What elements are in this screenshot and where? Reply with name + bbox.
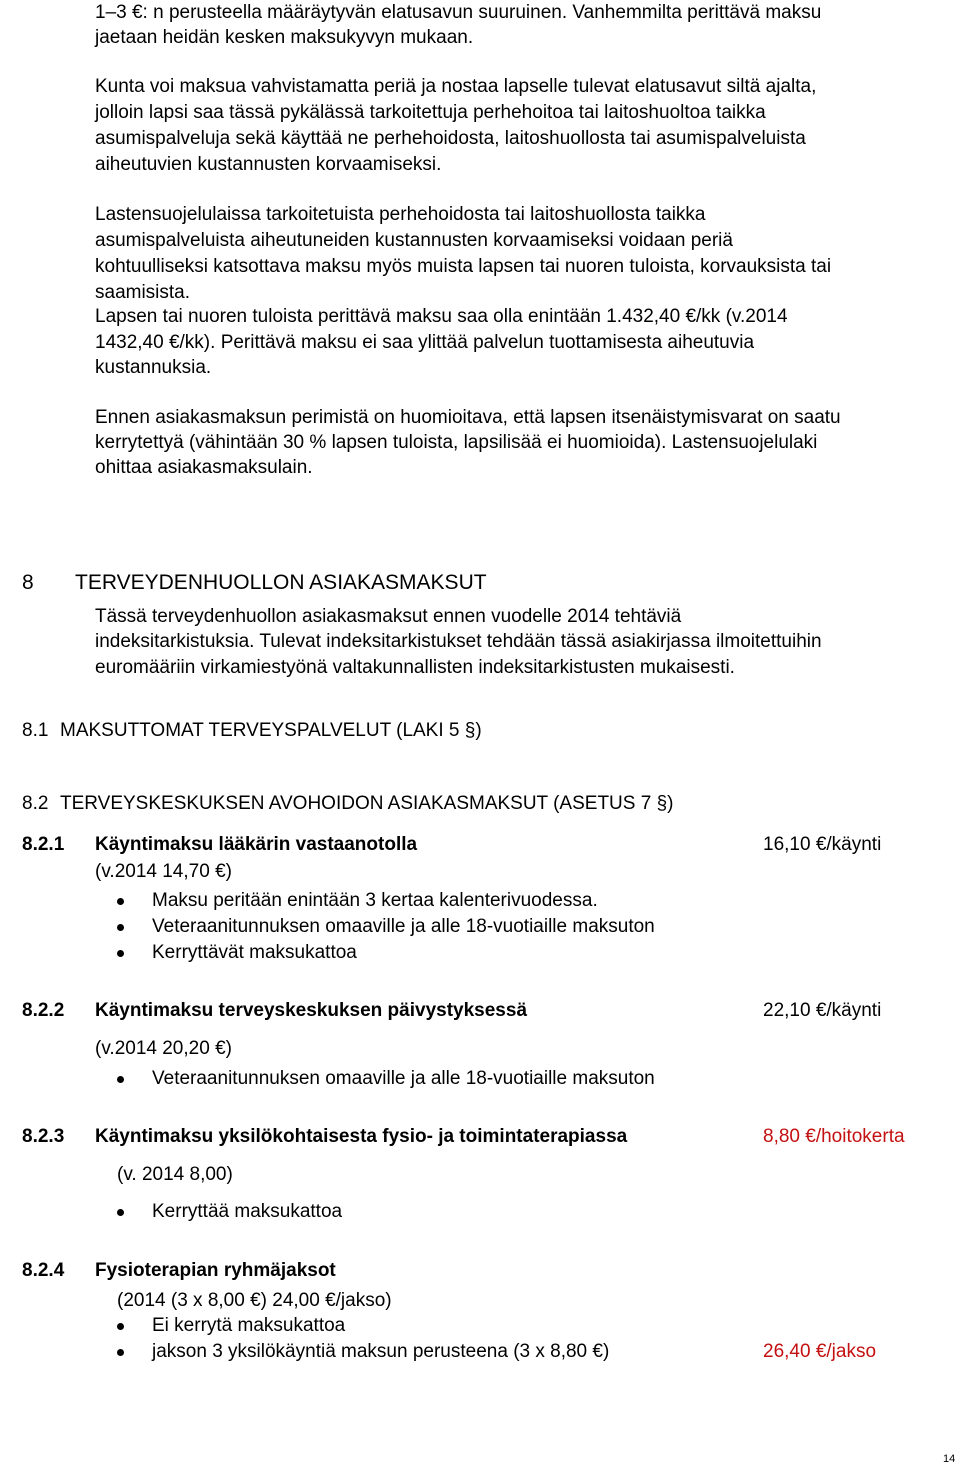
section-8-title: TERVEYDENHUOLLON ASIAKASMAKSUT (75, 571, 487, 594)
paragraph-line: Kunta voi maksua vahvistamatta periä ja nostaa lapselle tulevat elatusavut siltä ajalta, (95, 76, 817, 97)
item-8-2-3-title: Käyntimaksu yksilökohtaisesta fysio- ja toimintaterapiassa (95, 1126, 628, 1147)
paragraph-line: asumispalveluista aiheutuneiden kustannusten korvaamiseksi voidaan periä (95, 230, 733, 251)
item-8-2-1-previous-price: (v.2014 14,70 €) (95, 861, 232, 882)
bullet-text: Maksu peritään enintään 3 kertaa kalenterivuodessa. (152, 890, 598, 911)
bullet-text: Kerryttää maksukattoa (152, 1201, 343, 1222)
item-8-2-4-number: 8.2.4 (22, 1260, 65, 1281)
bullet-text: Veteraanitunnuksen omaaville ja alle 18-vuotiaille maksuton (152, 1068, 655, 1089)
item-8-2-3-price: 8,80 €/hoitokerta (763, 1126, 905, 1147)
section-8-1-number: 8.1 (22, 720, 49, 741)
bullet-text: Kerryttävät maksukattoa (152, 942, 357, 963)
bullet-icon (117, 950, 124, 957)
paragraph-line: kustannuksia. (95, 357, 212, 378)
item-8-2-4-previous-price: (2014 (3 x 8,00 €) 24,00 €/jakso) (117, 1290, 392, 1311)
paragraph-line: Ennen asiakasmaksun perimistä on huomioitava, että lapsen itsenäistymisvarat on saatu (95, 407, 841, 428)
item-8-2-1-number: 8.2.1 (22, 834, 65, 855)
bullet-icon (117, 1209, 124, 1216)
bullet-icon (117, 1076, 124, 1083)
paragraph-line: 1432,40 €/kk). Perittävä maksu ei saa ylittää palvelun tuottamisesta aiheutuvia (95, 332, 755, 353)
bullet-text: Ei kerrytä maksukattoa (152, 1315, 346, 1336)
section-8-2-title: TERVEYSKESKUKSEN AVOHOIDON ASIAKASMAKSUT (ASETUS 7 §) (60, 793, 674, 814)
item-8-2-1-price: 16,10 €/käynti (763, 834, 882, 855)
bullet-text: Veteraanitunnuksen omaaville ja alle 18-vuotiaille maksuton (152, 916, 655, 937)
page-number: 14 (943, 1453, 956, 1465)
paragraph-line: jaetaan heidän kesken maksukyvyn mukaan. (95, 27, 474, 48)
section-8-2-number: 8.2 (22, 793, 49, 814)
paragraph-line: Lapsen tai nuoren tuloista perittävä maksu saa olla enintään 1.432,40 €/kk (v.2014 (95, 306, 788, 327)
paragraph-line: saamisista. (95, 282, 191, 303)
paragraph-line: aiheutuvien kustannusten korvaamiseksi. (95, 154, 442, 175)
item-8-2-3-previous-price: (v. 2014 8,00) (117, 1164, 233, 1185)
bullet-icon (117, 1349, 124, 1356)
paragraph-line: kohtuulliseksi katsottava maksu myös muista lapsen tai nuoren tuloista, korvauksista tai (95, 256, 832, 277)
item-8-2-4-title: Fysioterapian ryhmäjaksot (95, 1260, 336, 1281)
item-8-2-2-number: 8.2.2 (22, 1000, 65, 1021)
paragraph-line: kerrytettyä (vähintään 30 % lapsen tuloista, lapsilisää ei huomioida). Lastensuojelulaki (95, 432, 818, 453)
section-8-body-line: indeksitarkistuksia. Tulevat indeksitarkistukset tehdään tässä asiakirjassa ilmoitettuihin (95, 631, 822, 652)
bullet-icon (117, 898, 124, 905)
item-8-2-2-previous-price: (v.2014 20,20 €) (95, 1038, 232, 1059)
paragraph-line: jolloin lapsi saa tässä pykälässä tarkoitettuja perhehoitoa tai laitoshuoltoa taikka (95, 102, 766, 123)
section-8-body-line: Tässä terveydenhuollon asiakasmaksut ennen vuodelle 2014 tehtäviä (95, 606, 682, 627)
section-8-number: 8 (22, 571, 34, 594)
paragraph-line: ohittaa asiakasmaksulain. (95, 457, 313, 478)
bullet-icon (117, 924, 124, 931)
section-8-1-title: MAKSUTTOMAT TERVEYSPALVELUT (LAKI 5 §) (60, 720, 482, 741)
bullet-icon (117, 1323, 124, 1330)
section-8-body-line: euromääriin virkamiestyönä valtakunnallisten indeksitarkistusten mukaisesti. (95, 657, 735, 678)
item-8-2-2-title: Käyntimaksu terveyskeskuksen päivystyksessä (95, 1000, 528, 1021)
paragraph-line: Lastensuojelulaissa tarkoitetuista perhehoidosta tai laitoshuollosta taikka (95, 204, 706, 225)
item-8-2-4-price: 26,40 €/jakso (763, 1341, 877, 1362)
paragraph-line: 1–3 €: n perusteella määräytyvän elatusavun suuruinen. Vanhemmilta perittävä maksu (95, 2, 822, 23)
bullet-text: jakson 3 yksilökäyntiä maksun perusteena (3 x 8,80 €) (152, 1341, 610, 1362)
paragraph-line: asumispalveluja sekä käyttää ne perhehoidosta, laitoshuollosta tai asumispalveluista (95, 128, 806, 149)
item-8-2-1-title: Käyntimaksu lääkärin vastaanotolla (95, 834, 418, 855)
item-8-2-2-price: 22,10 €/käynti (763, 1000, 882, 1021)
item-8-2-3-number: 8.2.3 (22, 1126, 65, 1147)
